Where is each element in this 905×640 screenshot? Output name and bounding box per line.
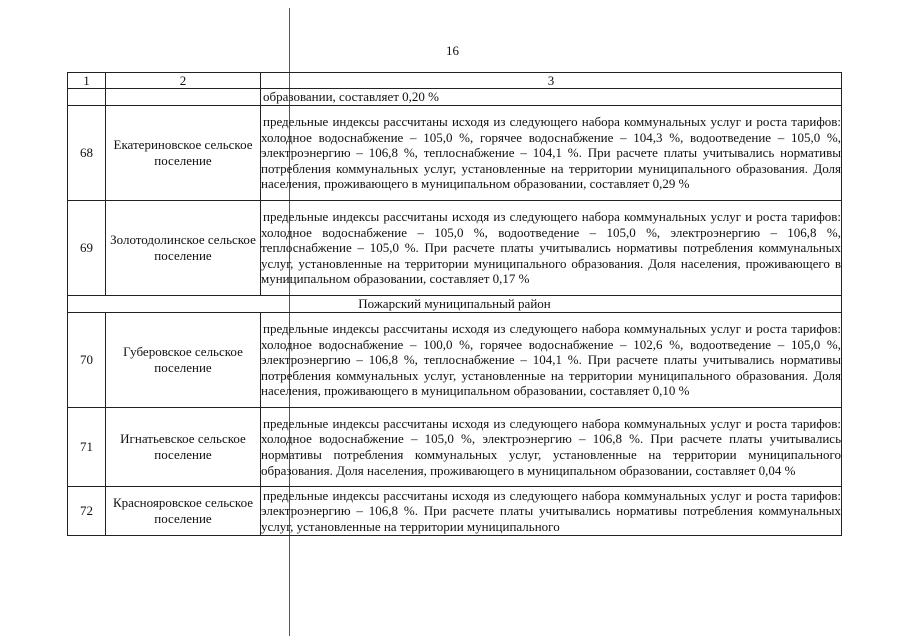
header-cell-2: 2	[106, 73, 261, 89]
continuation-row	[68, 89, 842, 106]
tariff-description-text: предельные индексы рассчитаны исходя из следующего набора коммунальных услуг и роста тарифов: холодное водоснабжение – 100,0 %, горячее водоснабжение – 102,6 %, водоотведение – 105,0 %, электроэнергию – 106,8 %, теплоснабжение – 104,1 %. При расчете платы учитывались нормативы потребления коммунальных услуг, установленные на территории муниципального образования. Доля населения, проживающего в муниципальном образовании, составляет 0,10 %	[261, 321, 841, 399]
tariff-description	[261, 487, 842, 536]
table-row	[68, 201, 842, 296]
district-name: Пожарский муниципальный район	[68, 296, 842, 313]
table-row	[68, 106, 842, 201]
settlement-name: Губеровское сельское поселение	[106, 313, 261, 408]
tariff-description	[261, 106, 842, 201]
continuation-text-content: образовании, составляет 0,20 %	[263, 89, 439, 105]
tariff-description-text: предельные индексы рассчитаны исходя из следующего набора коммунальных услуг и роста тарифов: электроэнергию – 106,8 %. При расчете платы учитывались нормативы потребления коммунальных услуг, установленные на территории муниципального	[261, 487, 841, 534]
continuation-text	[261, 89, 842, 106]
settlement-name: Екатериновское сельское поселение	[106, 106, 261, 201]
settlement-name: Краснояровское сельское поселение	[106, 487, 261, 536]
table-row	[68, 408, 842, 487]
tariff-description-text: предельные индексы рассчитаны исходя из следующего набора коммунальных услуг и роста тарифов: холодное водоснабжение – 105,0 %, водоотведение – 105,0 %, электроэнергию – 106,8 %, теплоснабжение – 105,0 %. При расчете платы учитывались нормативы потребления коммунальных услуг, установленные на территории муниципального образования. Доля населения, проживающего в муниципальном образовании, составляет 0,17 %	[261, 209, 841, 287]
tariff-description	[261, 408, 842, 487]
tariff-description-text: предельные индексы рассчитаны исходя из следующего набора коммунальных услуг и роста тарифов: холодное водоснабжение – 105,0 %, электроэнергию – 106,8 %. При расчете платы учитывались нормативы потребления коммунальных услуг, установленные на территории муниципального образования. Доля населения, проживающего в муниципальном образовании, составляет 0,04 %	[261, 415, 841, 478]
page-number: 16	[446, 43, 459, 58]
district-row	[68, 296, 842, 313]
header-cell-1: 1	[68, 73, 106, 89]
empty-num-cell	[68, 89, 106, 106]
tariff-description-text: предельные индексы рассчитаны исходя из следующего набора коммунальных услуг и роста тарифов: холодное водоснабжение – 105,0 %, горячее водоснабжение – 104,3 %, водоотведение – 105,0 %, электроэнергию – 106,8 %, теплоснабжение – 104,1 %. При расчете платы учитывались нормативы потребления коммунальных услуг, установленные на территории муниципального образования. Доля населения, проживающего в муниципальном образовании, составляет 0,29 %	[261, 114, 841, 192]
tariff-index-table	[67, 72, 842, 536]
empty-name-cell	[106, 89, 261, 106]
row-number: 72	[68, 487, 106, 536]
row-number: 71	[68, 408, 106, 487]
row-number: 70	[68, 313, 106, 408]
settlement-name: Игнатьевское сельское поселение	[106, 408, 261, 487]
table-header-row	[68, 73, 842, 89]
row-number: 69	[68, 201, 106, 296]
table-row	[68, 487, 842, 536]
settlement-name: Золотодолинское сельское поселение	[106, 201, 261, 296]
row-number: 68	[68, 106, 106, 201]
header-cell-3: 3	[261, 73, 842, 89]
tariff-description	[261, 313, 842, 408]
table-row	[68, 313, 842, 408]
tariff-description	[261, 201, 842, 296]
